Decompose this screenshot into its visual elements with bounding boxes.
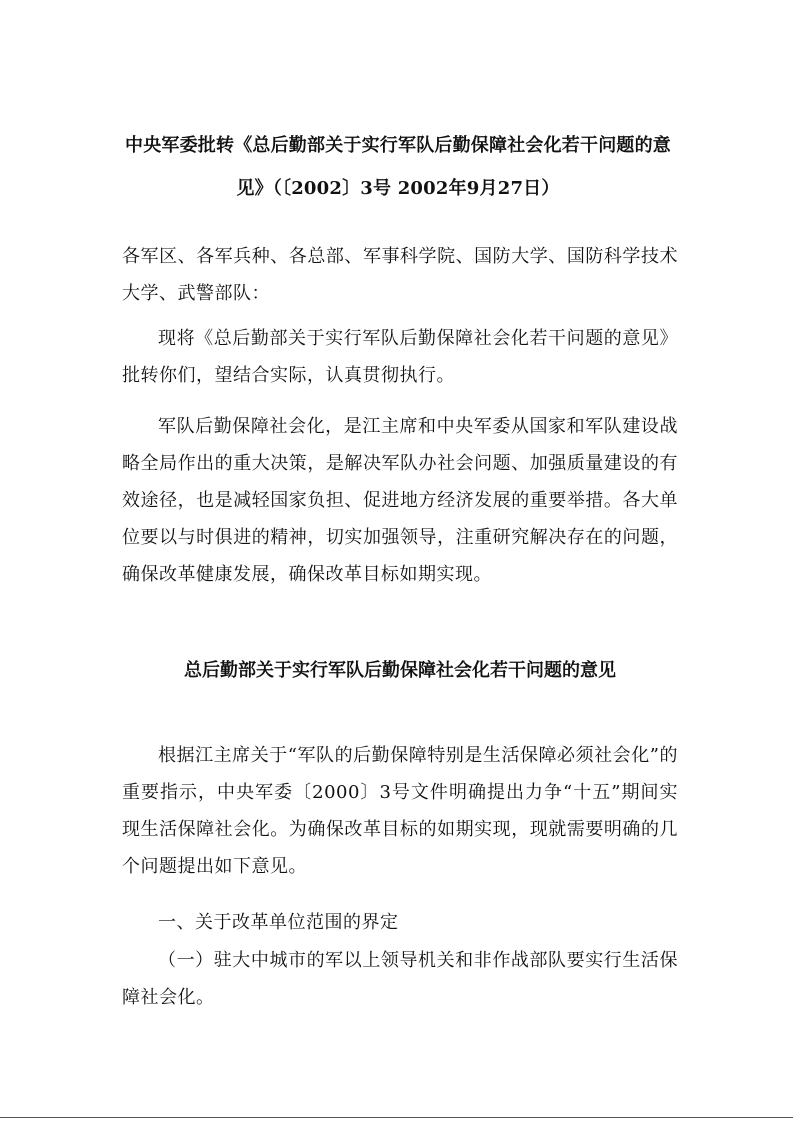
section-title: 总后勤部关于实行军队后勤保障社会化若干问题的意见 xyxy=(184,660,616,681)
paragraph-block-1 xyxy=(122,320,678,394)
section-paragraph-intro: 根据江主席关于“军队的后勤保障特别是生活保障必须社会化”的重要指示，中央军委〔2000〕3号文件明确提出力争“十五”期间实现生活保障社会化。为确保改革目标的如期实现，现就需要明确的几个问题提出如下意见。 xyxy=(122,745,678,877)
section-subitem-1: （一）驻大中城市的军以上领导机关和非作战部队要实行生活保障社会化。 xyxy=(122,950,678,1008)
addressee-block xyxy=(122,238,678,312)
section-paragraph-block-1 xyxy=(122,737,678,885)
section-paragraph-block-3 xyxy=(122,942,678,1016)
paragraph-block-2 xyxy=(122,408,678,593)
document-title: 中央军委批转《总后勤部关于实行军队后勤保障社会化若干问题的意见》（〔2002〕3号 2002年9月27日） xyxy=(125,135,671,199)
paragraph-significance: 军队后勤保障社会化，是江主席和中央军委从国家和军队建设战略全局作出的重大决策，是解决军队办社会问题、加强质量建设的有效途径，也是减轻国家负担、促进地方经济发展的重要举措。各大单位要以与时俱进的精神，切实加强领导，注重研究解决存在的问题，确保改革健康发展，确保改革目标如期实现。 xyxy=(122,416,678,585)
paragraph-forwarding: 现将《总后勤部关于实行军队后勤保障社会化若干问题的意见》批转你们，望结合实际，认真贯彻执行。 xyxy=(122,328,678,386)
addressee: 各军区、各军兵种、各总部、军事科学院、国防大学、国防科学技术大学、武警部队： xyxy=(122,246,678,304)
section-paragraph-block-2 xyxy=(122,904,678,941)
page-bottom-divider xyxy=(0,1117,793,1118)
section-heading-item-1: 一、关于改革单位范围的界定 xyxy=(158,912,399,933)
